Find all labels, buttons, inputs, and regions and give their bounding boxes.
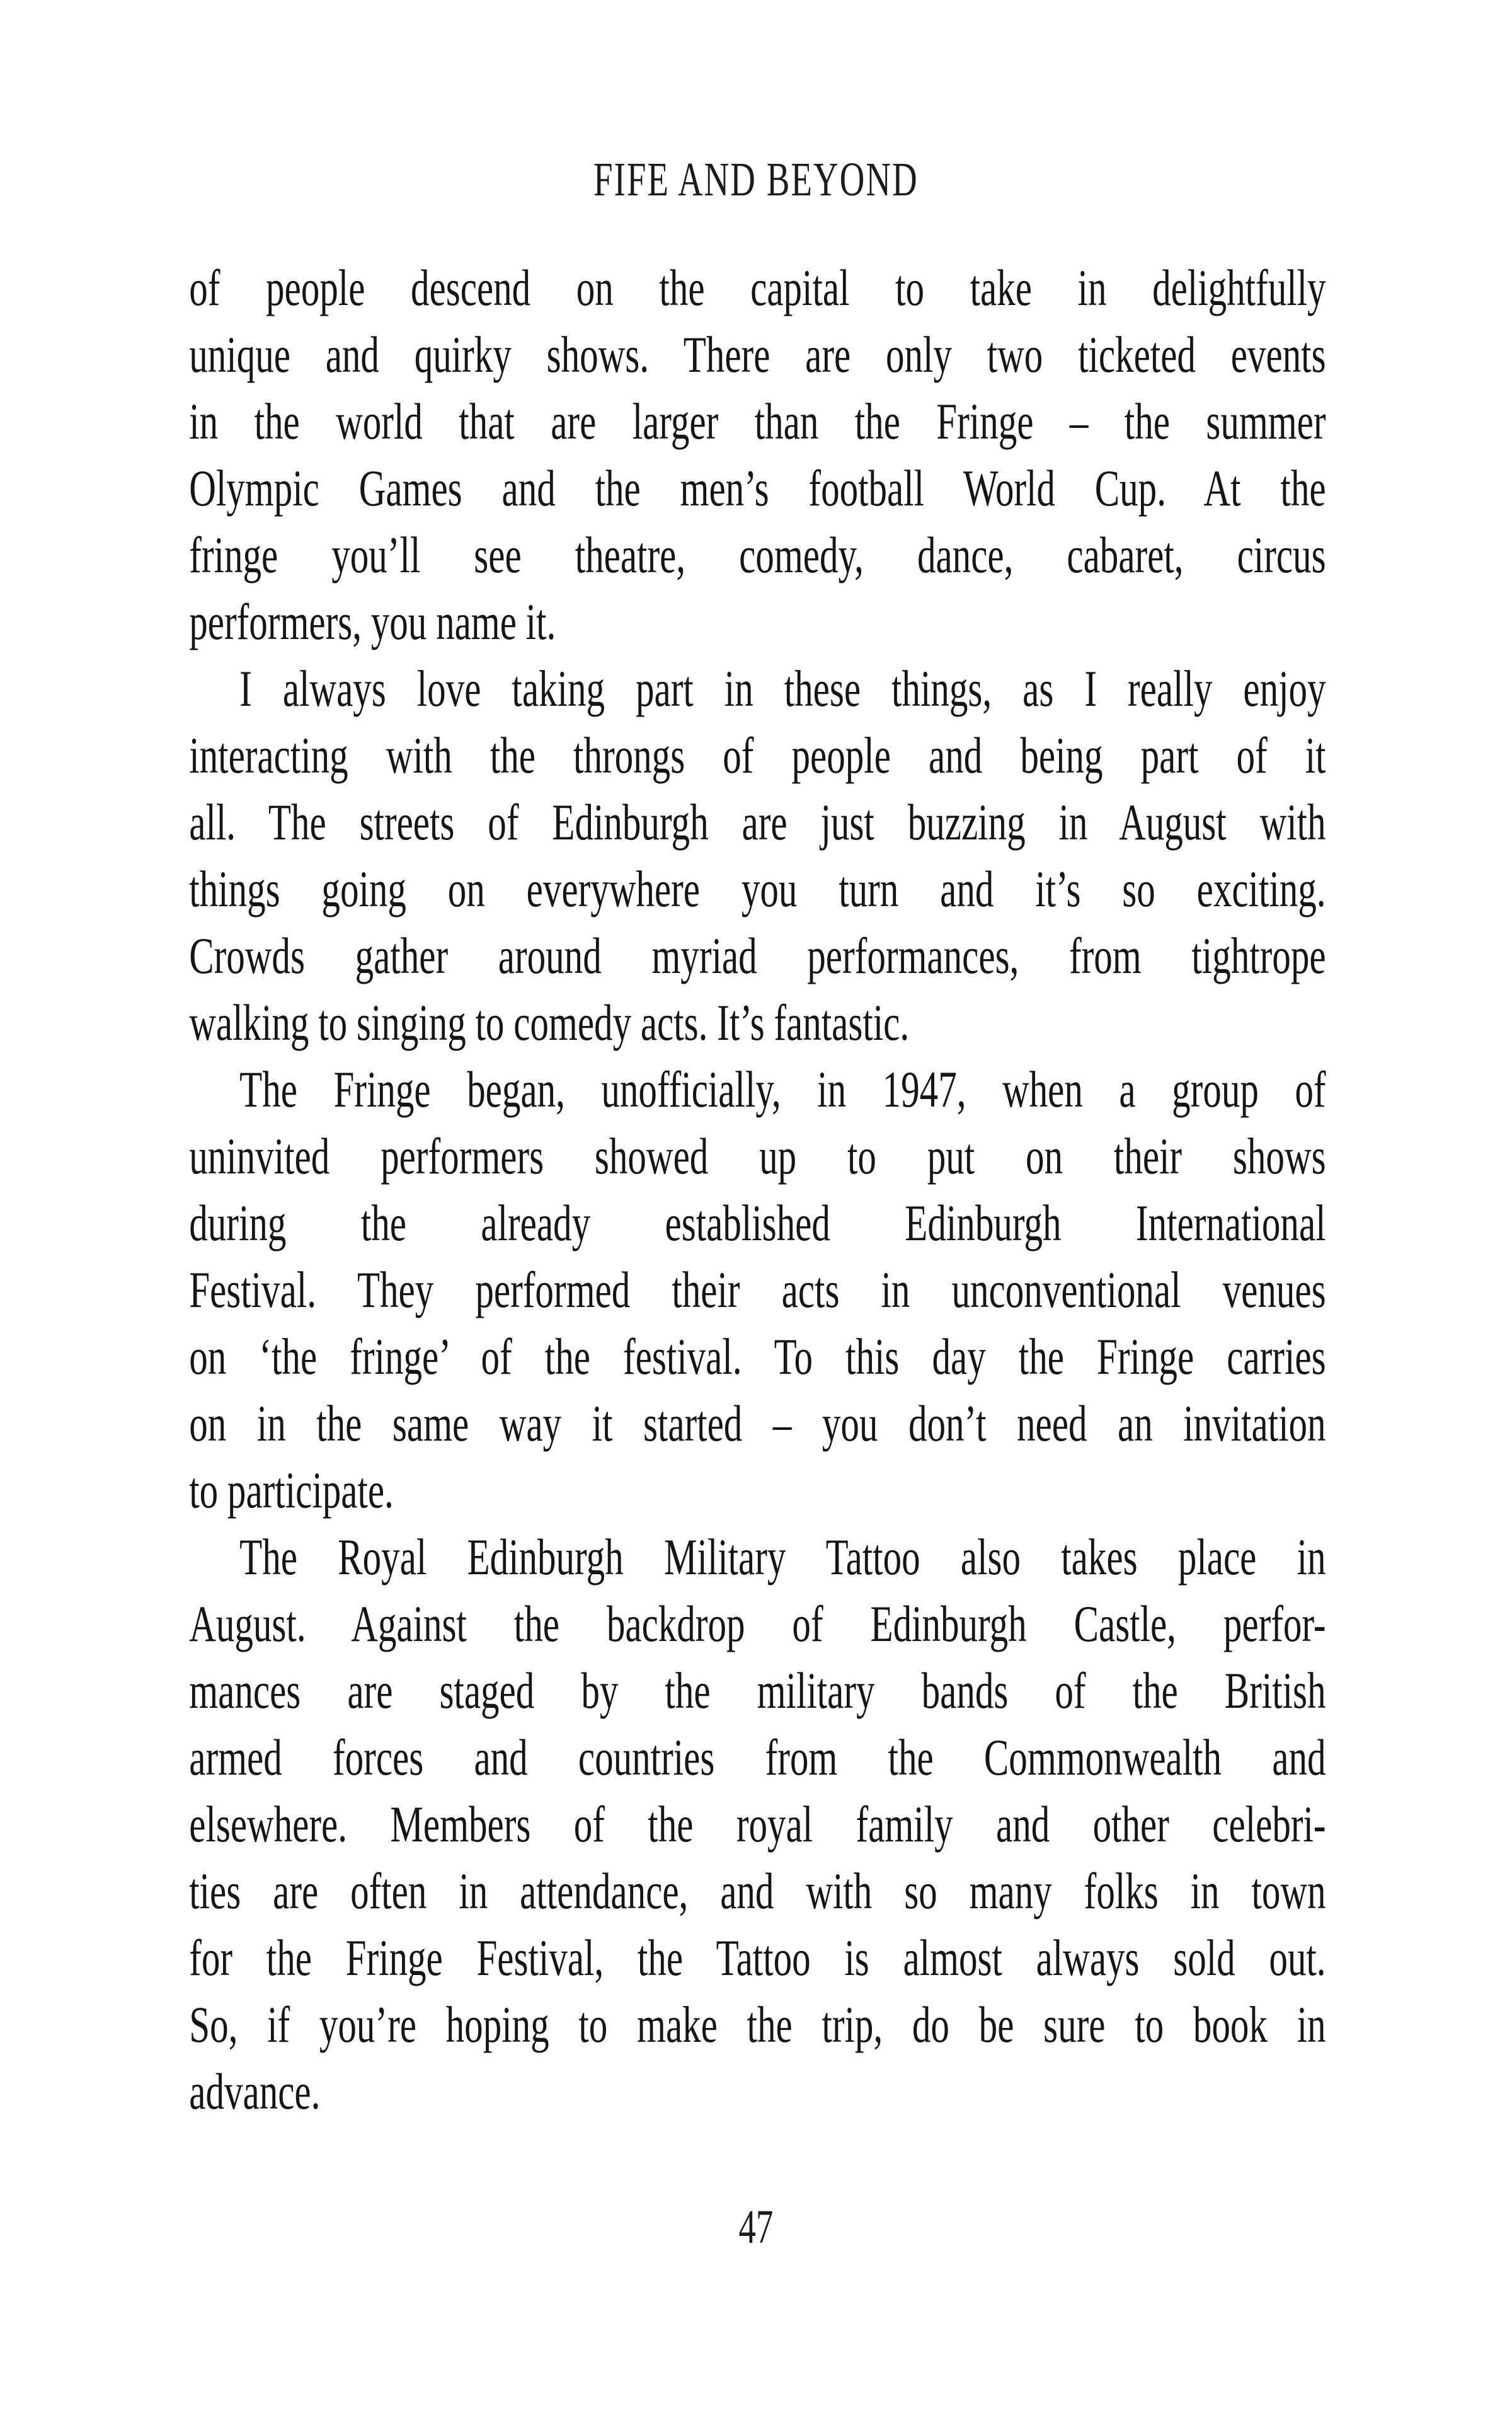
- text-line: walking to singing to comedy acts. It’s fantastic.: [189, 994, 910, 1051]
- text-line: for the Fringe Festival, the Tattoo is almost always sold out.: [189, 1929, 1326, 1986]
- text-line: of people descend on the capital to take in delightfully: [189, 259, 1326, 316]
- text-line: interacting with the throngs of people and being part of it: [189, 727, 1326, 784]
- text-line: The Royal Edinburgh Military Tattoo also takes place in: [239, 1528, 1326, 1586]
- text-line: to participate.: [189, 1461, 394, 1519]
- text-line: unique and quirky shows. There are only two ticketed events: [189, 326, 1326, 383]
- text-line: Crowds gather around myriad performances, from tightrope: [189, 927, 1326, 984]
- running-header: FIFE AND BEYOND: [593, 153, 919, 206]
- body-text: [189, 255, 1326, 2125]
- paragraph: [189, 655, 1326, 1056]
- text-line: The Fringe began, unofficially, in 1947, when a group of: [239, 1061, 1326, 1118]
- text-line: ties are often in attendance, and with so many folks in town: [189, 1862, 1326, 1920]
- paragraph: [189, 255, 1326, 655]
- text-line: I always love taking part in these things, as I really enjoy: [239, 660, 1326, 717]
- text-line: advance.: [189, 2063, 321, 2120]
- text-line: during the already established Edinburgh International: [189, 1194, 1326, 1252]
- text-line: mances are staged by the military bands of the British: [189, 1662, 1326, 1719]
- text-line: uninvited performers showed up to put on their shows: [189, 1127, 1326, 1185]
- text-line: Olympic Games and the men’s football World Cup. At the: [189, 459, 1326, 517]
- text-line: performers, you name it.: [189, 593, 556, 650]
- paragraph: [189, 1056, 1326, 1524]
- text-line: armed forces and countries from the Commonwealth and: [189, 1729, 1326, 1786]
- text-line: So, if you’re hoping to make the trip, do be sure to book in: [189, 1996, 1326, 2053]
- paragraph: [189, 1524, 1326, 2125]
- text-line: August. Against the backdrop of Edinburgh Castle, perfor-: [189, 1595, 1326, 1652]
- text-line: in the world that are larger than the Fringe – the summer: [189, 393, 1326, 450]
- text-line: elsewhere. Members of the royal family and other celebri-: [189, 1795, 1326, 1853]
- text-line: Festival. They performed their acts in unconventional venues: [189, 1261, 1326, 1318]
- text-line: on ‘the fringe’ of the festival. To this day the Fringe carries: [189, 1328, 1326, 1385]
- text-line: on in the same way it started – you don’t need an invitation: [189, 1395, 1326, 1452]
- text-line: all. The streets of Edinburgh are just buzzing in August with: [189, 793, 1326, 851]
- text-line: fringe you’ll see theatre, comedy, dance, cabaret, circus: [189, 526, 1326, 584]
- page-number: 47: [738, 2201, 774, 2254]
- text-line: things going on everywhere you turn and it’s so exciting.: [189, 860, 1326, 918]
